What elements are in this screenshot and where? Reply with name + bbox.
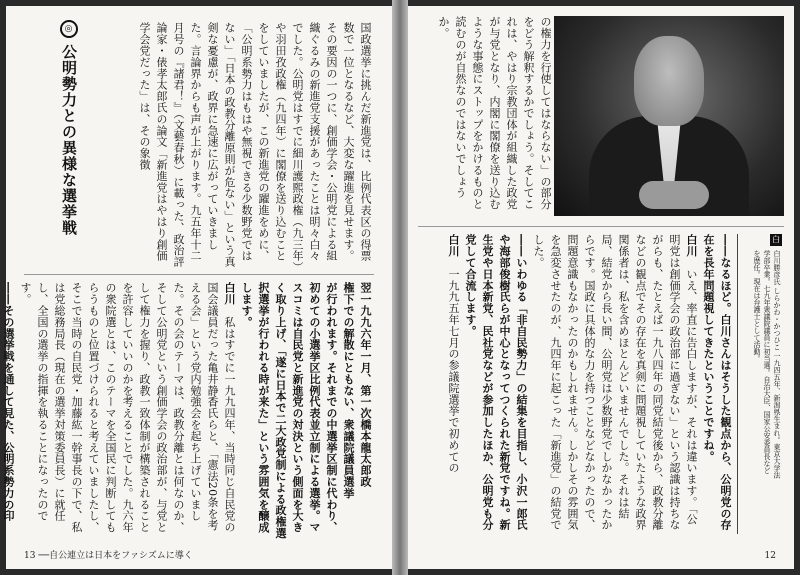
left-page-bottom-text bbox=[2, 282, 374, 540]
answer-text: 私はすでに一九九四年、当時同じ自民党の国会議員だった亀井静香氏らと、「憲法20条を考える会」という党内勉強会を起ち上げていました。その会のテーマは、政教分離とは何なのか、そして公明党という創価学会の政治部が、与党として権力を握り、政教一致体制が構築されることを許容していいのかを考えることでした。九六年の衆院選とは、このテーマを全国民に判断してもらうものと位置づけられると考えていましたし、そこで当時の自民党・加藤紘一幹事長の下で、私は党総務局長（現在の選挙対策委員長）に就任し、全国の選挙の指揮を執ることになったのです。 bbox=[19, 282, 236, 533]
left-page bbox=[2, 6, 392, 569]
profile-text: 白川勝彦氏 しらかわ・かつひこ 一九四五年、新潟県生まれ。東京大学法学部卒業。七九年衆議院議員に初当選。自治大臣、国家公安委員長などを歴任。現在は弁護士として活動。 bbox=[753, 250, 781, 479]
left-top-paragraph: 国政選挙に挑んだ新進党は、比例代表区の得票数で一位となるなど、大変な躍進を見せます。その要因の一つに、創価学会・公明党による組織ぐるみの新進党支援があったことは明々白々でした。公明党はすでに細川護熙政権（九三年）や羽田孜政権（九四年）に閣僚を送り込むことをしていましたが、この新進党の躍進をめに、「公明系勢力はもはや無視できる少数野党ではない」「日本の政教分離原則が危ない」という真剣な憂慮が、政界に急速に広がっていきました。言論界からも声が上がります。九五年十二月号の『諸君！』（文藝春秋）に載った、政治評論家・俵孝太郎氏の論文「新進党はやはり創価学会党だった」は、その象徴 bbox=[138, 22, 372, 268]
heading-bullet-icon: ◎ bbox=[60, 20, 78, 38]
right-page-bottom-text bbox=[418, 234, 734, 534]
left-divider bbox=[24, 274, 374, 275]
right-page-top-text bbox=[418, 16, 554, 216]
answer-paragraph bbox=[17, 282, 238, 540]
answer-1-text: いえ、率直に告白しますが、それは違います。「公明党は創価学会の政治部に過ぎない」という認識は持ちながらも、たとえば一九八四年の同党結党後から、政教分離などの観点でその存在を真剣に問題視していたような政界関係者は、私を含めほとんどいませんでした。それは結局、結党から長い間、公明党は少数野党でしかなかったからです。国政に具体的な力を持つことなどなかったので、問題意識もなかったのかもしれません。しかしその雰囲気を急変させたのが、九四年に起こった「新進党」の結党でした。 bbox=[532, 234, 698, 531]
profile-sidebar bbox=[737, 234, 784, 534]
speaker-label-2: 白川 bbox=[447, 234, 460, 257]
answer-2-text: 一九九五年七月の参議院選挙で初めての bbox=[447, 268, 460, 474]
page-folio-right: 12 bbox=[764, 551, 776, 561]
speaker-label: 白川 bbox=[685, 234, 698, 257]
question-2: ――いわゆる「非自民勢力」の結集を目指し、小沢一郎氏や海部俊樹氏らが中心となってつくられた新党ですね。新生党や日本新党、民社党などが参加したほか、公明党も分党して合流します。 bbox=[464, 234, 528, 531]
portrait-photo bbox=[554, 16, 784, 216]
question-line-1: 翌一九九六年一月、第一次橋本龍太郎政 bbox=[359, 282, 372, 488]
answer-2 bbox=[445, 234, 462, 534]
answer-1 bbox=[530, 234, 700, 534]
question-continued: が行われます。それまでの中選挙区制に代わり、初めての小選挙区比例代表並立制による選挙。マスコミは自民党と新進党の対決という側面を大きく取り上げ、「遂に日本で二大政党制による政権選択選挙が行われる時が来た」という雰囲気を醸成します。 bbox=[240, 282, 338, 539]
section-heading bbox=[40, 20, 80, 285]
question-line-2: 権下での解散にともない、衆議院議員選挙 bbox=[342, 282, 355, 499]
speaker-label: 白川 bbox=[223, 282, 236, 305]
right-top-paragraph: の権力を行使してはならない」の部分をどう解釈するかでしょう。そしてこれは、やはり宗教団体が組織した政党が与党となり、内閣に閣僚を送り込むような事態にストップをかけるものと読むのが自然なのではないでしょうか。 bbox=[437, 16, 552, 210]
sidebar-tag-icon: 白 bbox=[772, 235, 780, 244]
section-heading-text: 公明勢力との異様な選挙戦 bbox=[60, 44, 78, 236]
book-gutter bbox=[392, 0, 408, 575]
photo-face bbox=[634, 36, 704, 126]
photo-hands bbox=[639, 181, 709, 209]
next-question: ――その選挙戦を通して見た、公明系勢力の印 bbox=[2, 282, 15, 522]
question-1: ――なるほど。白川さんはそうした観点から、公明党の存在を長年問題視してきたということですね。 bbox=[702, 234, 732, 531]
page-folio-left: 13 ──自公連立は日本をファシズムに導く bbox=[24, 551, 193, 561]
right-divider bbox=[418, 226, 784, 227]
right-page bbox=[408, 6, 794, 569]
